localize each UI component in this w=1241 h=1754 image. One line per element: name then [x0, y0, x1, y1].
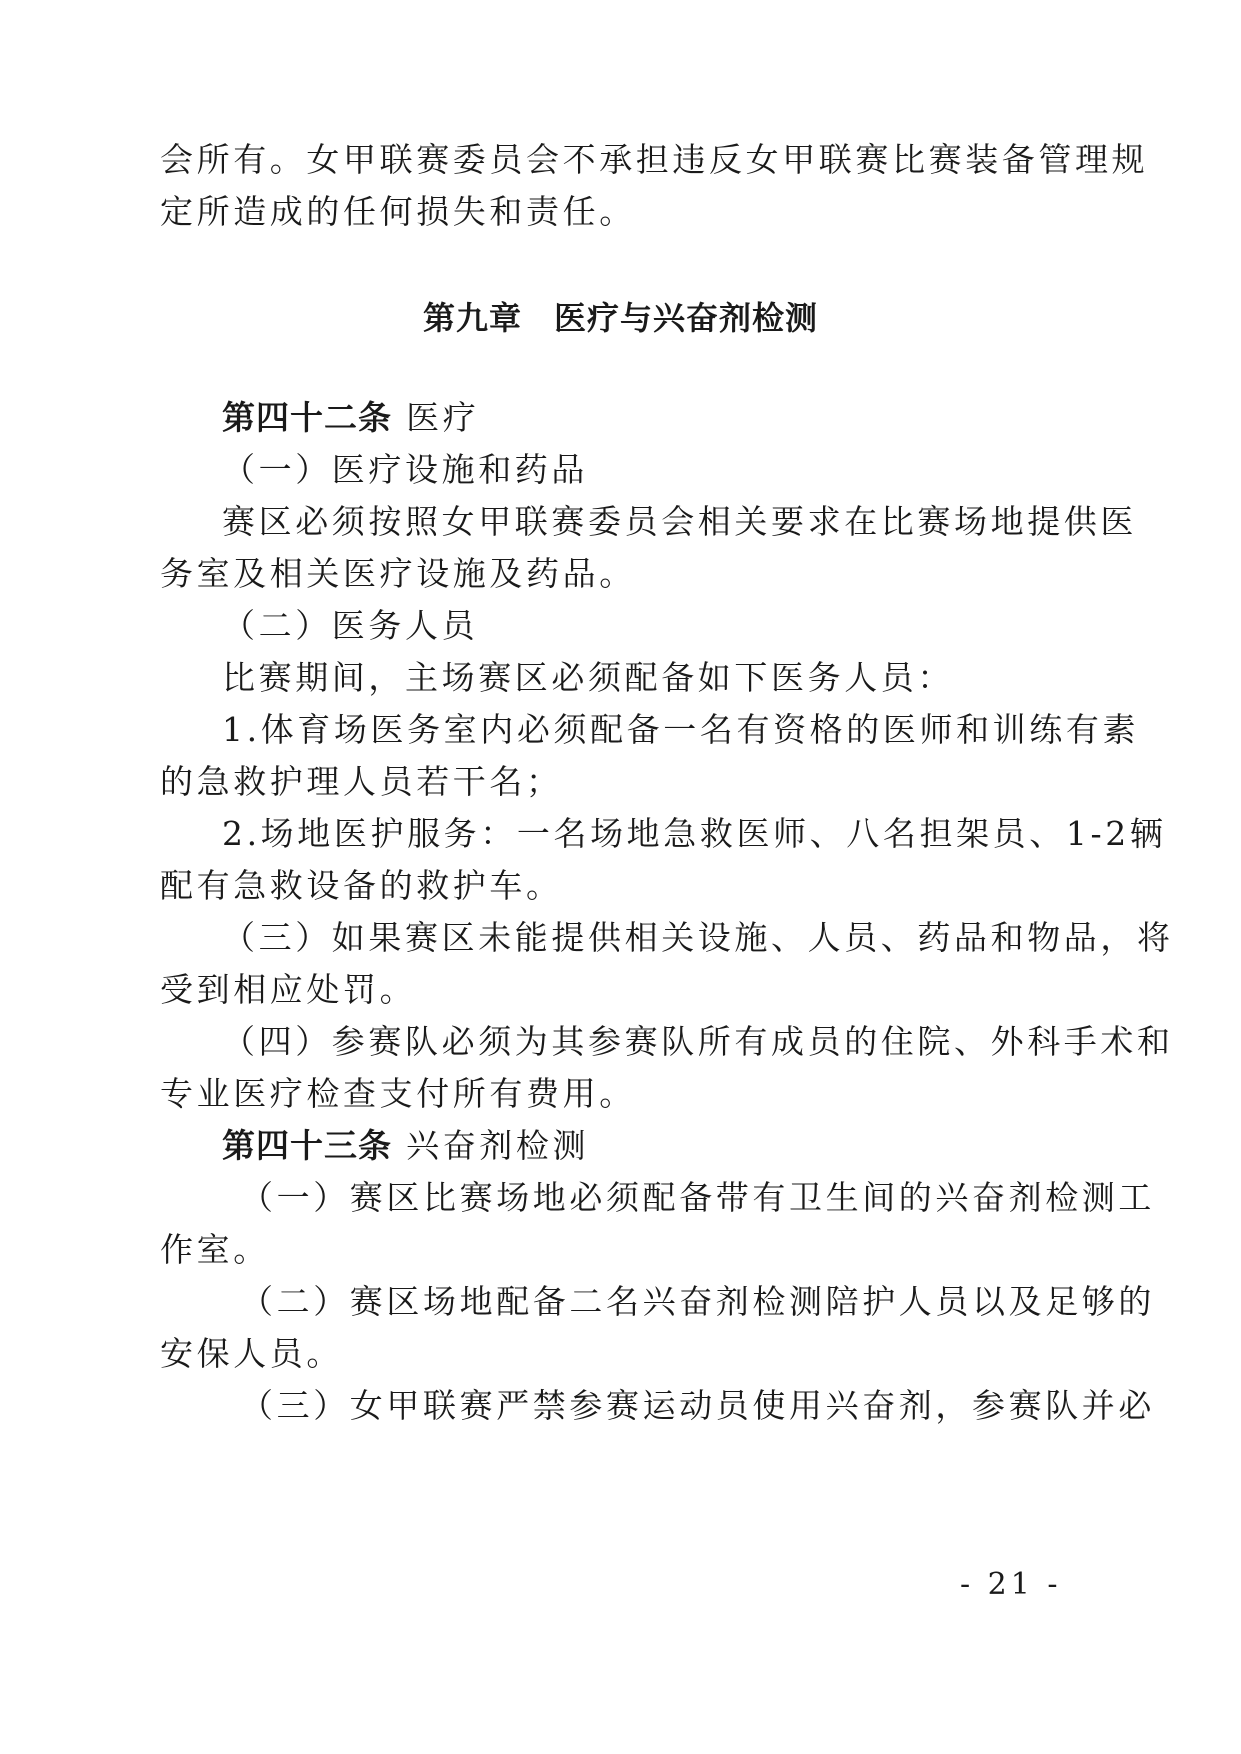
- text-line: 的急救护理人员若干名；: [160, 762, 563, 801]
- article-heading: [222, 1124, 1080, 1168]
- page-number: - 21 -: [960, 1567, 1062, 1602]
- text-line: （一）赛区比赛场地必须配备带有卫生间的兴奋剂检测工: [240, 1178, 1155, 1217]
- text-line: 会所有。女甲联赛委员会不承担违反女甲联赛比赛装备管理规: [160, 140, 1149, 179]
- text-line: 比赛期间，主场赛区必须配备如下医务人员：: [222, 658, 954, 697]
- chapter-heading: [0, 296, 1241, 340]
- chapter-title: 医疗与兴奋剂检测: [554, 299, 819, 337]
- text-line: 配有急救设备的救护车。: [160, 866, 563, 905]
- article-title: 兴奋剂检测: [406, 1126, 590, 1165]
- text-line: 受到相应处罚。: [160, 970, 417, 1009]
- article-title: 医疗: [406, 398, 480, 437]
- text-line: （四）参赛队必须为其参赛队所有成员的住院、外科手术和: [222, 1022, 1174, 1061]
- text-line: （一）医疗设施和药品: [222, 450, 588, 489]
- text-line: 务室及相关医疗设施及药品。: [160, 554, 636, 593]
- text-line: 作室。: [160, 1230, 270, 1269]
- text-line: （三）如果赛区未能提供相关设施、人员、药品和物品，将: [222, 918, 1174, 957]
- article-label: 第四十三条: [222, 1126, 392, 1165]
- article-heading: [222, 396, 1080, 440]
- text-line: 1.体育场医务室内必须配备一名有资格的医师和训练有素: [222, 710, 1140, 749]
- text-line: 定所造成的任何损失和责任。: [160, 192, 636, 231]
- text-line: （二）赛区场地配备二名兴奋剂检测陪护人员以及足够的: [240, 1282, 1155, 1321]
- text-line: 赛区必须按照女甲联赛委员会相关要求在比赛场地提供医: [222, 502, 1137, 541]
- text-line: （三）女甲联赛严禁参赛运动员使用兴奋剂，参赛队并必: [240, 1386, 1155, 1425]
- text-line: 2.场地医护服务：一名场地急救医师、八名担架员、1-2辆: [222, 814, 1167, 853]
- chapter-number: 第九章: [422, 299, 522, 337]
- text-line: 安保人员。: [160, 1334, 343, 1373]
- article-label: 第四十二条: [222, 398, 392, 437]
- text-line: （二）医务人员: [222, 606, 479, 645]
- text-line: 专业医疗检查支付所有费用。: [160, 1074, 636, 1113]
